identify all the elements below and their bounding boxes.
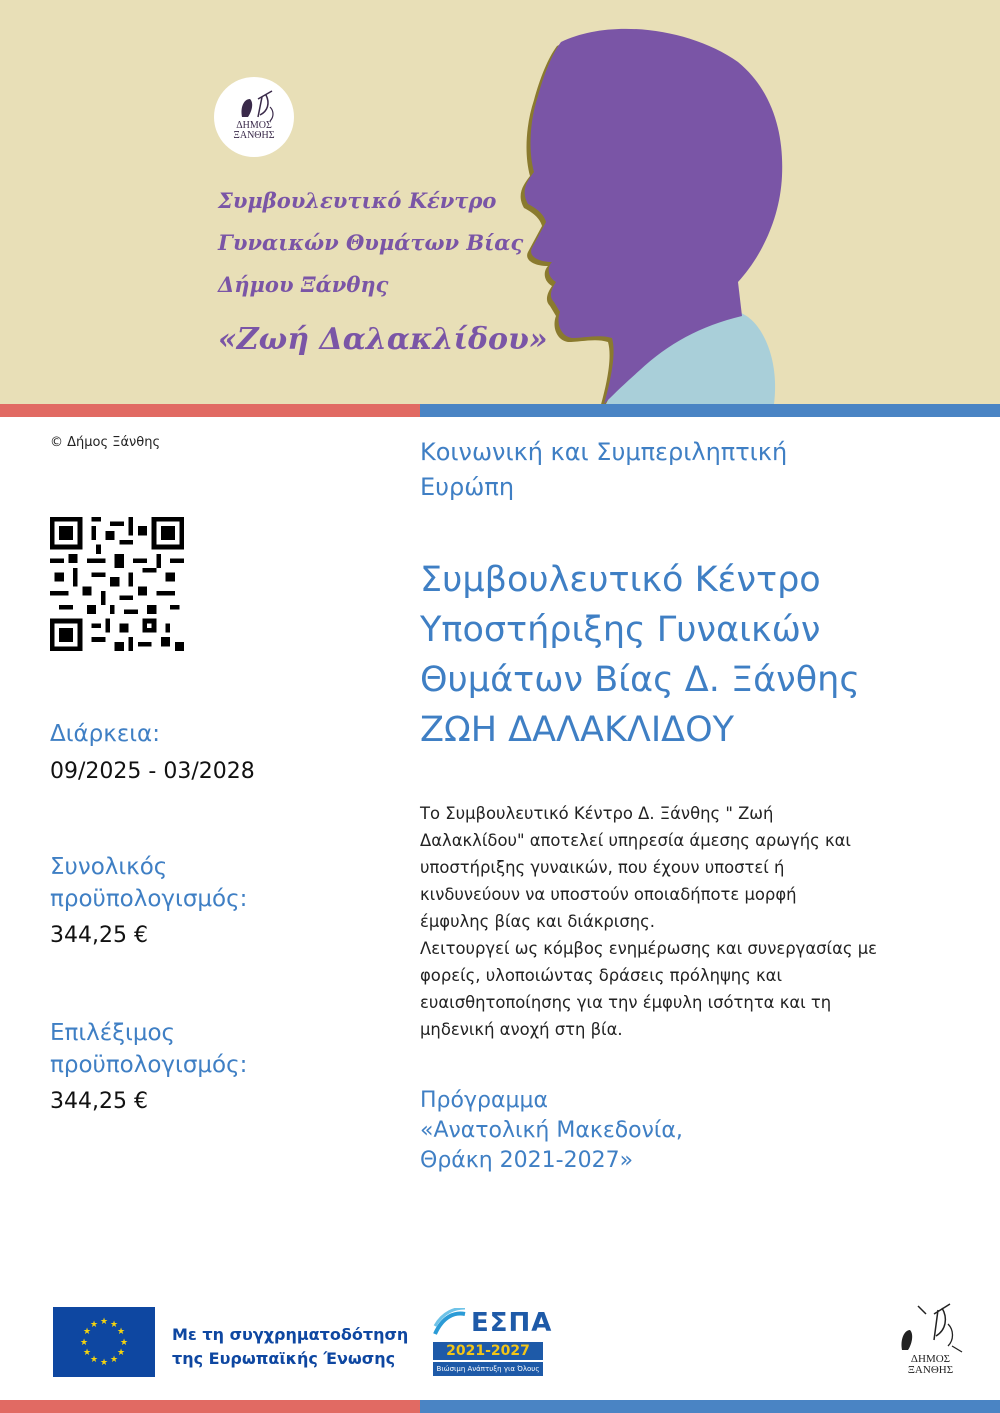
project-description: Το Συμβουλευτικό Κέντρο Δ. Ξάνθης " Ζωή Δαλακλίδου" αποτελεί υπηρεσία άμεσης αρωγής και υποστήριξης γυναικών, που έχουν υποστεί ή κινδυνεύουν να υποστούν οποιαδήποτε μορφή έμφυλης βίας και διάκρισης. Λειτουργεί ως κόμβος ενημέρωσης και συνεργασίας με φορείς, υλοποιώντας δράσεις πρόληψης και ευαισθητοποίησης για την έμφυλη ισότητα και τη μηδενική ανοχή στη βία. — [420, 804, 878, 1039]
top-color-stripe — [0, 404, 1000, 417]
banner-title-line-2: Γυναικών Θυμάτων Βίας — [218, 230, 524, 255]
svg-text:★: ★ — [89, 1320, 99, 1330]
project-title: Συμβουλευτικό Κέντρο Υποστήριξης Γυναικών Θυμάτων Βίας Δ. Ξάνθης ΖΩΗ ΔΑΛΑΚΛΙΔΟΥ — [420, 560, 860, 750]
espa-word: ΕΣΠΑ — [471, 1308, 553, 1338]
duration-value: 09/2025 - 03/2028 — [50, 759, 255, 784]
logo-text: ΔΗΜΟΣ ΞΑΝΘΗΣ — [907, 1353, 954, 1376]
svg-text:★: ★ — [82, 1327, 92, 1337]
svg-text:★: ★ — [89, 1355, 99, 1365]
eligible-budget-label: Επιλέξιμος προϋπολογισμός: — [50, 1020, 248, 1078]
svg-text:★: ★ — [109, 1320, 119, 1330]
svg-text:★: ★ — [116, 1348, 126, 1358]
bottom-color-stripe — [0, 1400, 1000, 1413]
banner-title-line-3: Δήμου Ξάνθης — [218, 272, 389, 297]
banner-title-line-1: Συμβουλευτικό Κέντρο — [218, 188, 497, 213]
svg-text:★: ★ — [79, 1338, 89, 1348]
municipality-logo-badge — [214, 77, 294, 157]
banner-title-name: «Ζωή Δαλακλίδου» — [218, 322, 548, 357]
svg-text:★: ★ — [119, 1338, 129, 1348]
espa-wave-icon — [433, 1308, 467, 1338]
espa-years: 2021-2027 — [433, 1342, 543, 1360]
thematic-objective: Κοινωνική και Συμπεριληπτική Ευρώπη — [420, 438, 788, 501]
total-budget-value: 344,25 € — [50, 923, 148, 948]
header-banner — [0, 0, 1000, 404]
duration-label: Διάρκεια: — [50, 721, 160, 747]
copyright-text: © Δήμος Ξάνθης — [50, 435, 161, 450]
eu-cofunding-text: Με τη συγχρηματοδότηση της Ευρωπαϊκής Ένωσης — [172, 1325, 409, 1368]
municipality-logo-footer — [888, 1300, 973, 1385]
espa-logo — [433, 1308, 553, 1378]
svg-text:★: ★ — [99, 1358, 109, 1368]
lyre-statue-icon — [214, 77, 294, 157]
program-name: Πρόγραμμα «Ανατολική Μακεδονία, Θράκη 2021-2027» — [420, 1088, 683, 1173]
espa-slogan: Βιώσιμη Ανάπτυξη για Όλους — [433, 1362, 543, 1376]
svg-text:★: ★ — [116, 1327, 126, 1337]
svg-text:★: ★ — [82, 1348, 92, 1358]
qr-code[interactable] — [50, 517, 184, 651]
svg-text:★: ★ — [99, 1317, 109, 1327]
eu-flag-icon — [53, 1307, 155, 1377]
eligible-budget-value: 344,25 € — [50, 1089, 148, 1114]
svg-text:★: ★ — [109, 1355, 119, 1365]
logo-text: ΔΗΜΟΣ ΞΑΝΘΗΣ — [233, 120, 275, 141]
total-budget-label: Συνολικός προϋπολογισμός: — [50, 854, 248, 912]
